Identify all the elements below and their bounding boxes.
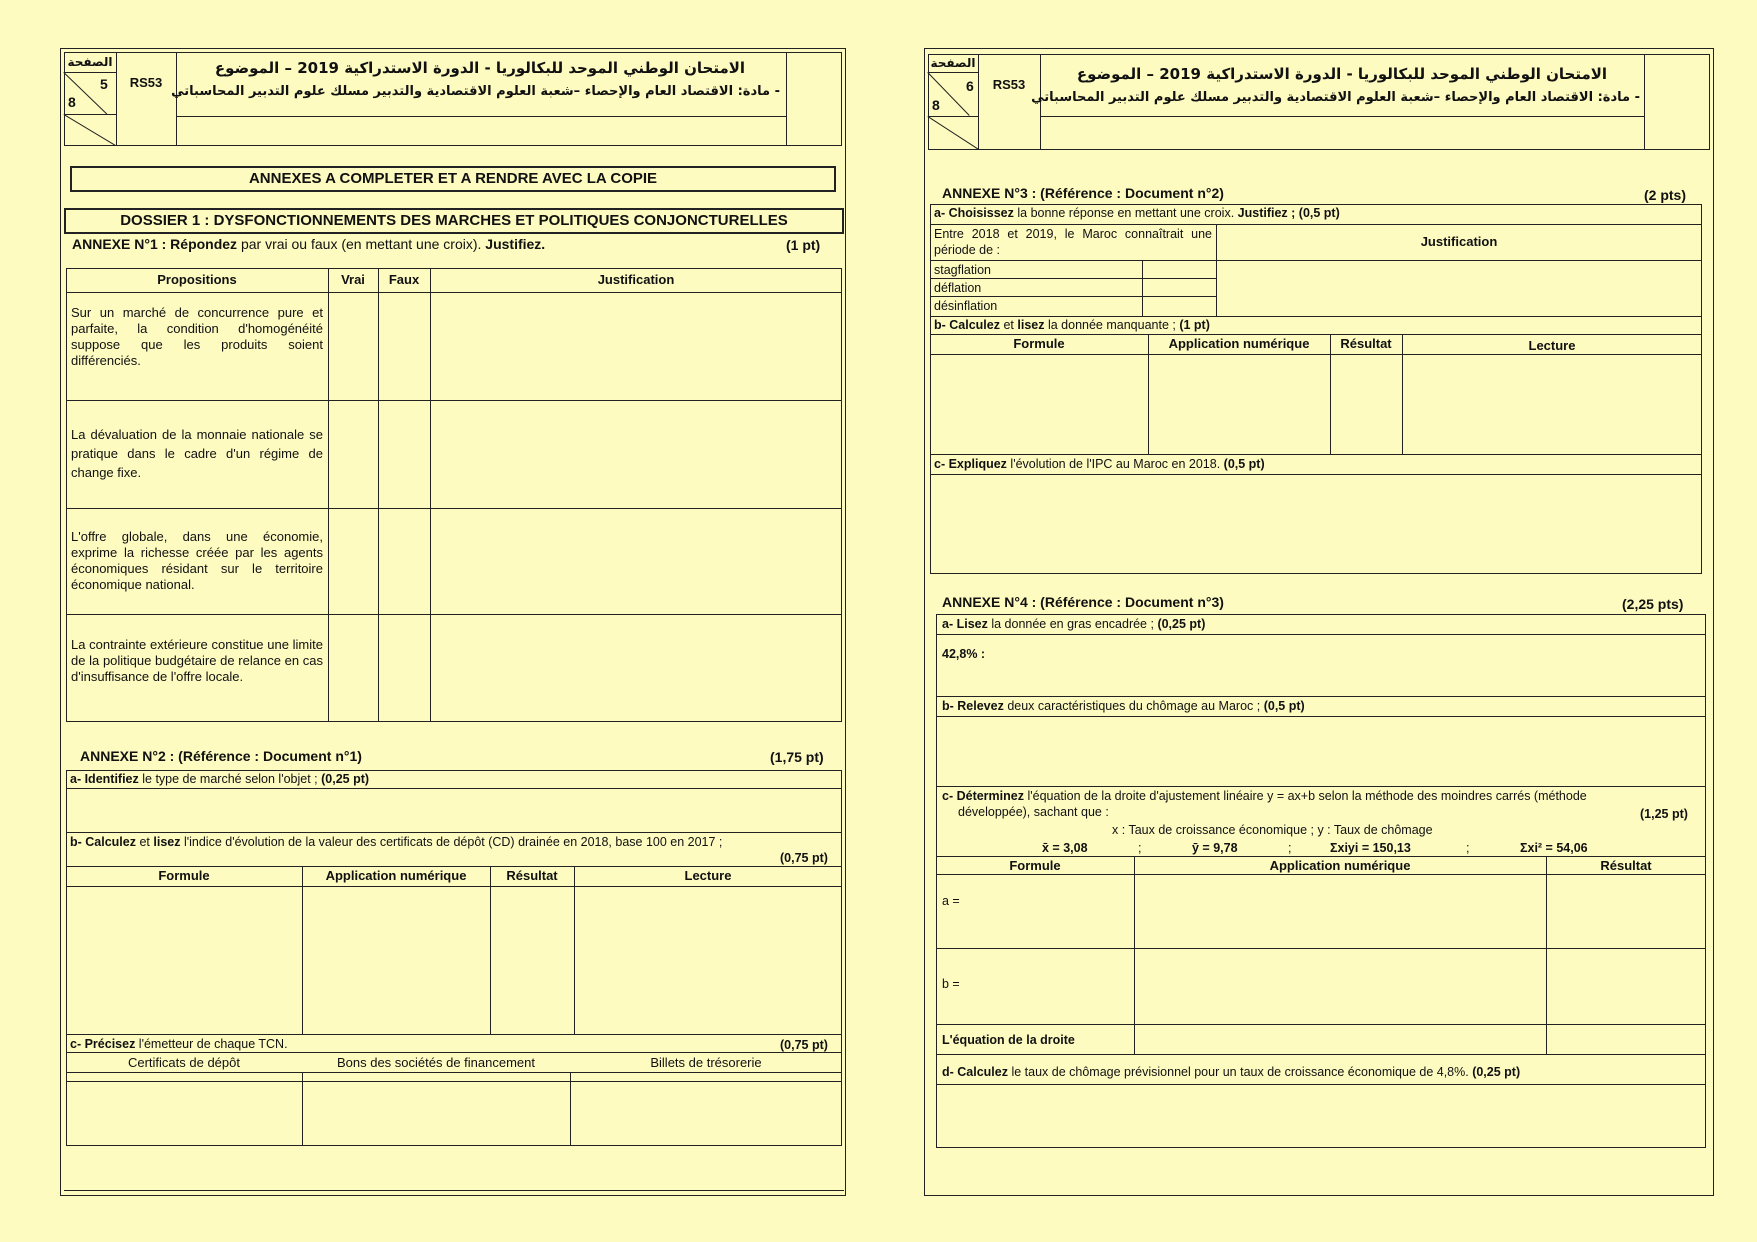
a3-header-formule: Formule	[1013, 336, 1065, 351]
annexe3-question-b: b- Calculez et lisez la donnée manquante ; (1 pt)	[934, 318, 1210, 332]
exam-code: RS53	[129, 75, 163, 90]
annexe2-question-b: b- Calculez et lisez l'indice d'évolution de la valeur des certificats de dépôt (CD) drainée en 2018, base 100 en 2017 ;	[70, 835, 723, 849]
annexe3-intro: Entre 2018 et 2019, le Maroc connaîtrait une période de :	[934, 227, 1212, 257]
annexe4-a-value: 42,8% :	[942, 647, 986, 661]
header-faux: Faux	[388, 272, 420, 287]
annexe4-question-a: a- Lisez la donnée en gras encadrée ; (0,25 pt)	[942, 617, 1206, 631]
c-header-bons: Bons des sociétés de financement	[336, 1055, 535, 1070]
option-desinflation[interactable]: désinflation	[934, 299, 998, 313]
dossier-title: DOSSIER 1 : DYSFONCTIONNEMENTS DES MARCHES ET POLITIQUES CONJONCTURELLES	[120, 212, 788, 229]
proposition-2: La dévaluation de la monnaie nationale se pratique dans le cadre d'un régime de change fixe.	[71, 427, 323, 480]
stat-sep-3: ;	[1466, 841, 1470, 855]
row-a-label: a =	[942, 894, 960, 908]
b-header-resultat: Résultat	[506, 868, 558, 883]
page-number: 5	[100, 76, 108, 92]
a3-header-resultat: Résultat	[1340, 336, 1392, 351]
exam-title-line1: الامتحان الوطني الموحد للبكالوريا - الدورة الاستدراكية 2019 – الموضوع	[214, 59, 746, 77]
annexe4-title: ANNEXE N°4 : (Référence : Document n°3)	[942, 594, 1224, 610]
stat-x-mean: x̄ = 3,08	[1042, 841, 1088, 855]
annexe2-question-a: a- Identifiez le type de marché selon l'objet ; (0,25 pt)	[70, 772, 370, 786]
stat-sep-1: ;	[1138, 841, 1142, 855]
annexes-title: ANNEXES A COMPLETER ET A RENDRE AVEC LA COPIE	[248, 170, 658, 187]
row-b-label: b =	[942, 977, 960, 991]
annexe2-points: (1,75 pt)	[770, 749, 824, 765]
annexe2-c-points: (0,75 pt)	[780, 1038, 828, 1052]
annexe3-justification-label: Justification	[1420, 234, 1498, 249]
proposition-4: La contrainte extérieure constitue une limite de la politique budgétaire de relance en cas d'insuffisance de l'offre locale.	[71, 637, 323, 684]
annexe3-title: ANNEXE N°3 : (Référence : Document n°2)	[942, 185, 1224, 201]
b-header-application: Application numérique	[325, 868, 467, 883]
exam-title-line2: - مادة: الاقتصاد العام والإحصاء –شعبة العلوم الاقتصادية والتدبير مسلك علوم التدبير المحاسباتي	[171, 84, 780, 99]
page-label-right: الصفحة	[930, 56, 976, 70]
annexe4-points: (2,25 pts)	[1622, 596, 1684, 612]
stat-sep-2: ;	[1288, 841, 1292, 855]
stat-sum-xy: Σxiyi = 150,13	[1330, 841, 1411, 855]
exam-code-right: RS53	[992, 77, 1026, 92]
total-pages-right: 8	[932, 97, 940, 113]
stat-sum-x2: Σxi² = 54,06	[1520, 841, 1588, 855]
annexe4-question-d: d- Calculez le taux de chômage prévisionnel pour un taux de croissance économique de 4,8%. (0,25 pt)	[942, 1065, 1521, 1079]
annexe3-question-a: a- Choisissez la bonne réponse en mettant une croix. Justifiez ; (0,5 pt)	[934, 206, 1340, 220]
annexe4-c-variables: x : Taux de croissance économique ; y : Taux de chômage	[1112, 823, 1433, 837]
total-pages: 8	[68, 94, 76, 110]
annexe3-points: (2 pts)	[1644, 187, 1686, 203]
a3-header-application: Application numérique	[1168, 336, 1310, 351]
stat-y-mean: ȳ = 9,78	[1192, 841, 1238, 855]
annexe2-question-c: c- Précisez l'émetteur de chaque TCN.	[70, 1037, 288, 1051]
option-deflation[interactable]: déflation	[934, 281, 982, 295]
annexe2-b-points: (0,75 pt)	[780, 851, 828, 865]
annexe4-question-b: b- Relevez deux caractéristiques du chômage au Maroc ; (0,5 pt)	[942, 699, 1305, 713]
annexe4-question-c-line2: développée), sachant que :	[958, 805, 1109, 819]
c-header-billets: Billets de trésorerie	[650, 1055, 762, 1070]
header-justification: Justification	[597, 272, 675, 287]
annexe4-question-c: c- Déterminez l'équation de la droite d'ajustement linéaire y = ax+b selon la méthode des moindres carrés (méthode	[942, 789, 1587, 803]
a4-header-application: Application numérique	[1269, 858, 1411, 873]
annexe4-c-points: (1,25 pt)	[1640, 807, 1688, 821]
b-header-lecture: Lecture	[684, 868, 732, 883]
exam-title-line1-right: الامتحان الوطني الموحد للبكالوريا - الدورة الاستدراكية 2019 – الموضوع	[1076, 65, 1608, 83]
option-stagflation[interactable]: stagflation	[934, 263, 991, 277]
proposition-3: L'offre globale, dans une économie, exprime la richesse créée par les agents économiques résidant sur le territoire économique national.	[71, 529, 323, 592]
row-equation-label: L'équation de la droite	[942, 1033, 1075, 1047]
annexe2-title: ANNEXE N°2 : (Référence : Document n°1)	[80, 748, 362, 764]
annexe1-points: (1 pt)	[786, 237, 821, 253]
b-header-formule: Formule	[158, 868, 210, 883]
exam-title-line2-right: - مادة: الاقتصاد العام والإحصاء –شعبة العلوم الاقتصادية والتدبير مسلك علوم التدبير المحاسباتي	[1031, 90, 1640, 105]
page-label: الصفحة	[67, 55, 113, 69]
header-propositions: Propositions	[157, 272, 237, 287]
c-header-certificats: Certificats de dépôt	[127, 1055, 240, 1070]
annexe3-question-c: c- Expliquez l'évolution de l'IPC au Maroc en 2018. (0,5 pt)	[934, 457, 1265, 471]
page-number-right: 6	[966, 78, 974, 94]
a4-header-resultat: Résultat	[1600, 858, 1652, 873]
header-vrai: Vrai	[341, 272, 365, 287]
a3-header-lecture: Lecture	[1528, 338, 1576, 353]
annexe1-title: ANNEXE N°1 : Répondez par vrai ou faux (en mettant une croix). Justifiez.	[72, 236, 546, 252]
a4-header-formule: Formule	[1009, 858, 1061, 873]
proposition-1: Sur un marché de concurrence pure et parfaite, la condition d'homogénéité suppose que les produits soient différenciés.	[71, 305, 323, 368]
